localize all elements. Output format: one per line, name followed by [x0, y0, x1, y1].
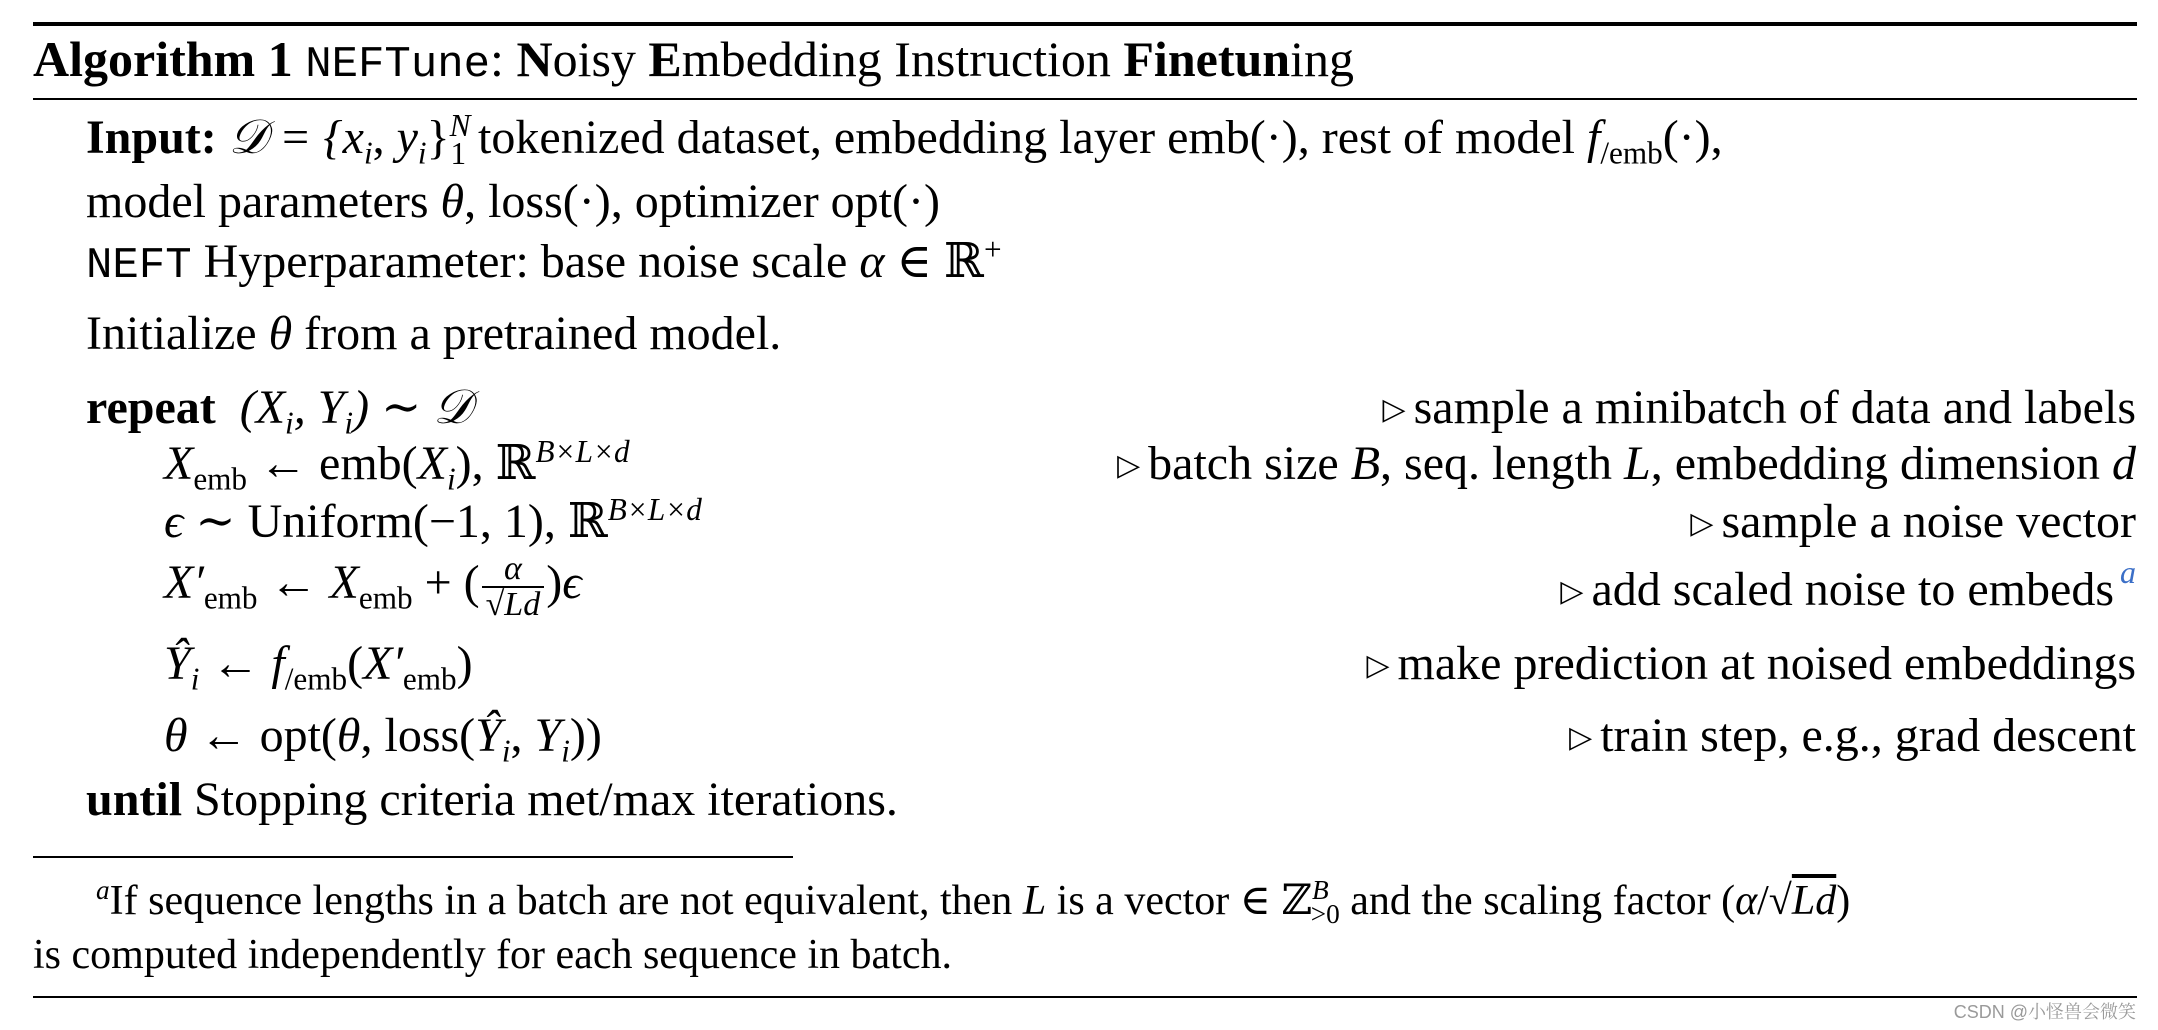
title-rest-ing: ing [1290, 31, 1354, 87]
y-5: Y [534, 709, 562, 762]
arrow-2: ← [199, 637, 272, 690]
noise-fraction [482, 552, 545, 622]
bottom-rule [33, 996, 2137, 998]
fn-sup: B [1312, 875, 1329, 905]
frac-den: √Ld [485, 586, 541, 623]
title-bold-finetun: Finetun [1123, 31, 1291, 87]
title-bold-n: N [516, 31, 553, 87]
watermark: CSDN @小怪兽会微笑 [1953, 1002, 2136, 1022]
uniform-text: ∼ Uniform(−1, 1), ℝ [183, 495, 608, 548]
step5-comment-text: train step, e.g., grad descent [1600, 709, 2136, 762]
y-hat: Ŷ [164, 637, 191, 690]
footnote-rule [33, 856, 793, 858]
fn-sub: >0 [1310, 899, 1340, 930]
epsilon-2: ϵ [562, 556, 582, 610]
arrow: ← [257, 556, 330, 610]
title-bold-e: E [648, 31, 682, 87]
repeat-sub-a: i [285, 405, 294, 441]
f-sub-2: /emb [284, 661, 348, 697]
step5-line [164, 709, 602, 769]
fn-d: /√ [1757, 878, 1792, 924]
step4-comment [1366, 637, 2136, 690]
real-set: ∈ ℝ [884, 235, 984, 288]
step1-comment [1117, 437, 2136, 490]
set-sub: 1 [450, 135, 467, 171]
repeat-keyword: repeat [86, 381, 216, 434]
close-paren-2: ) [456, 637, 473, 690]
comma-5: , [510, 709, 535, 762]
algorithm-number: Algorithm 1 [33, 31, 293, 87]
dataset-symbol: 𝒟 = { [228, 111, 343, 164]
close-paren: ) [546, 556, 563, 610]
close-5: )) [569, 709, 602, 762]
repeat-sub-b: i [344, 405, 354, 441]
c1a: batch size [1148, 437, 1351, 490]
until-line [86, 773, 898, 826]
params-text: model parameters [86, 175, 441, 228]
epsilon: ϵ [164, 495, 184, 548]
x-prime-2-sub: emb [402, 661, 457, 697]
c1b: , seq. length [1380, 437, 1625, 490]
set-sup: N [449, 108, 471, 143]
y-hat-5: Ŷ [475, 709, 502, 762]
title-rest-oisy: oisy [552, 31, 649, 87]
x-var: x [342, 111, 364, 164]
footnote-mark: a [96, 875, 110, 905]
input-line-2 [86, 175, 940, 228]
frac-num: α [482, 552, 545, 588]
alpha-symbol: α [859, 235, 885, 288]
step1-line [164, 434, 630, 497]
footnote-line-1 [96, 875, 1851, 930]
x-prime-sub: emb [203, 580, 258, 616]
x-prime-2: X′ [363, 637, 403, 690]
theta-5b: θ [336, 709, 361, 762]
input-label: Input: [86, 111, 217, 164]
y-sub: i [417, 135, 427, 171]
x-i: X [417, 437, 447, 490]
fn-a: If sequence lengths in a batch are not equivalent, then [109, 878, 1023, 924]
comment-triangle-icon: ▷ [1117, 449, 1141, 482]
step2-comment-text: sample a noise vector [1721, 495, 2136, 548]
input-line-3 [86, 232, 1002, 291]
repeat-expr-a: (X [239, 381, 286, 434]
f-sym-2: f [271, 637, 285, 690]
fn-L: L [1022, 878, 1047, 924]
repeat-expr-b: , Y [293, 381, 345, 434]
emb-call: ← emb( [247, 437, 418, 490]
x-emb-2-sub: emb [358, 580, 413, 616]
comment-triangle-icon: ▷ [1560, 575, 1584, 608]
step2-line [164, 492, 702, 548]
fn-c: and the scaling factor ( [1339, 878, 1736, 924]
f-sub: /emb [1600, 135, 1663, 171]
x-emb-2: X [329, 556, 359, 610]
step4-comment-text: make prediction at noised embeddings [1397, 637, 2136, 690]
step5-comment [1569, 709, 2136, 762]
init-line [86, 307, 782, 360]
until-keyword: until [86, 773, 183, 826]
x-sub: i [363, 135, 373, 171]
input-line-1 [86, 108, 1723, 171]
fn-Ld: Ld [1791, 878, 1837, 924]
step4-line [164, 637, 473, 697]
comma: , [372, 111, 397, 164]
step2-comment [1690, 495, 2136, 548]
step3-comment [1560, 556, 2136, 614]
init-text-b: from a pretrained model. [292, 307, 782, 360]
comment-triangle-icon: ▷ [1366, 649, 1390, 682]
until-text: Stopping criteria met/max iterations. [182, 773, 898, 826]
real-b: ), ℝ [455, 437, 536, 490]
repeat-expr-c: ) ∼ 𝒟 [353, 381, 472, 434]
repeat-comment [1382, 381, 2137, 434]
loss-call: , loss( [360, 709, 476, 762]
y-var: y [396, 111, 418, 164]
init-theta: θ [268, 307, 293, 360]
fn-b: is a vector ∈ ℤ [1046, 878, 1313, 924]
x-emb: X [164, 437, 194, 490]
repeat-comment-text: sample a minibatch of data and labels [1413, 381, 2136, 434]
c1-B: B [1350, 437, 1381, 490]
dims-sup: B×L×d [535, 434, 630, 469]
fn-e: ) [1836, 878, 1851, 924]
x-prime-emb: X′ [164, 556, 204, 610]
y-5-sub: i [561, 733, 570, 769]
algorithm-mono-name: NEFTune [305, 40, 491, 90]
neft-mono: NEFT [86, 241, 192, 291]
brace: } [426, 111, 450, 164]
footnote-line-2: is computed independently for each sequence in batch. [33, 932, 952, 978]
comment-triangle-icon: ▷ [1382, 393, 1406, 426]
x-i-sub: i [446, 461, 456, 497]
f-symbol: f [1586, 111, 1601, 164]
dims-sup-2: B×L×d [607, 492, 702, 527]
input-desc: tokenized dataset, embedding layer emb(·), rest of model [466, 111, 1587, 164]
c1c: , embedding dimension [1650, 437, 2112, 490]
c1-L: L [1624, 437, 1651, 490]
y-hat-5-sub: i [501, 733, 511, 769]
theta-symbol: θ [440, 175, 465, 228]
c1-d: d [2112, 437, 2136, 490]
step3-comment-text: add scaled noise to embeds [1591, 563, 2114, 616]
title-colon: : [490, 31, 504, 87]
y-hat-sub: i [190, 661, 200, 697]
f-args: (·), [1662, 111, 1723, 164]
top-rule [33, 22, 2137, 26]
repeat-line [86, 381, 472, 441]
theta-5: θ [164, 709, 188, 762]
header-rule [33, 98, 2137, 100]
open-paren-2: ( [347, 637, 364, 690]
plus-paren: + ( [412, 556, 480, 610]
step3-line [164, 552, 582, 622]
footnote-ref-link[interactable]: a [2120, 554, 2136, 590]
algorithm-title [33, 31, 1354, 90]
init-text-a: Initialize [86, 307, 269, 360]
fn-alpha: α [1735, 878, 1758, 924]
real-plus: + [983, 232, 1002, 267]
title-rest-mbedding: mbedding Instruction [681, 31, 1124, 87]
comment-triangle-icon: ▷ [1690, 507, 1714, 540]
comment-triangle-icon: ▷ [1569, 721, 1593, 754]
hyper-text: Hyperparameter: base noise scale [191, 235, 860, 288]
x-emb-sub: emb [193, 461, 248, 497]
opt-call: ← opt( [187, 709, 337, 762]
loss-opt-text: , loss(·), optimizer opt(·) [464, 175, 940, 228]
